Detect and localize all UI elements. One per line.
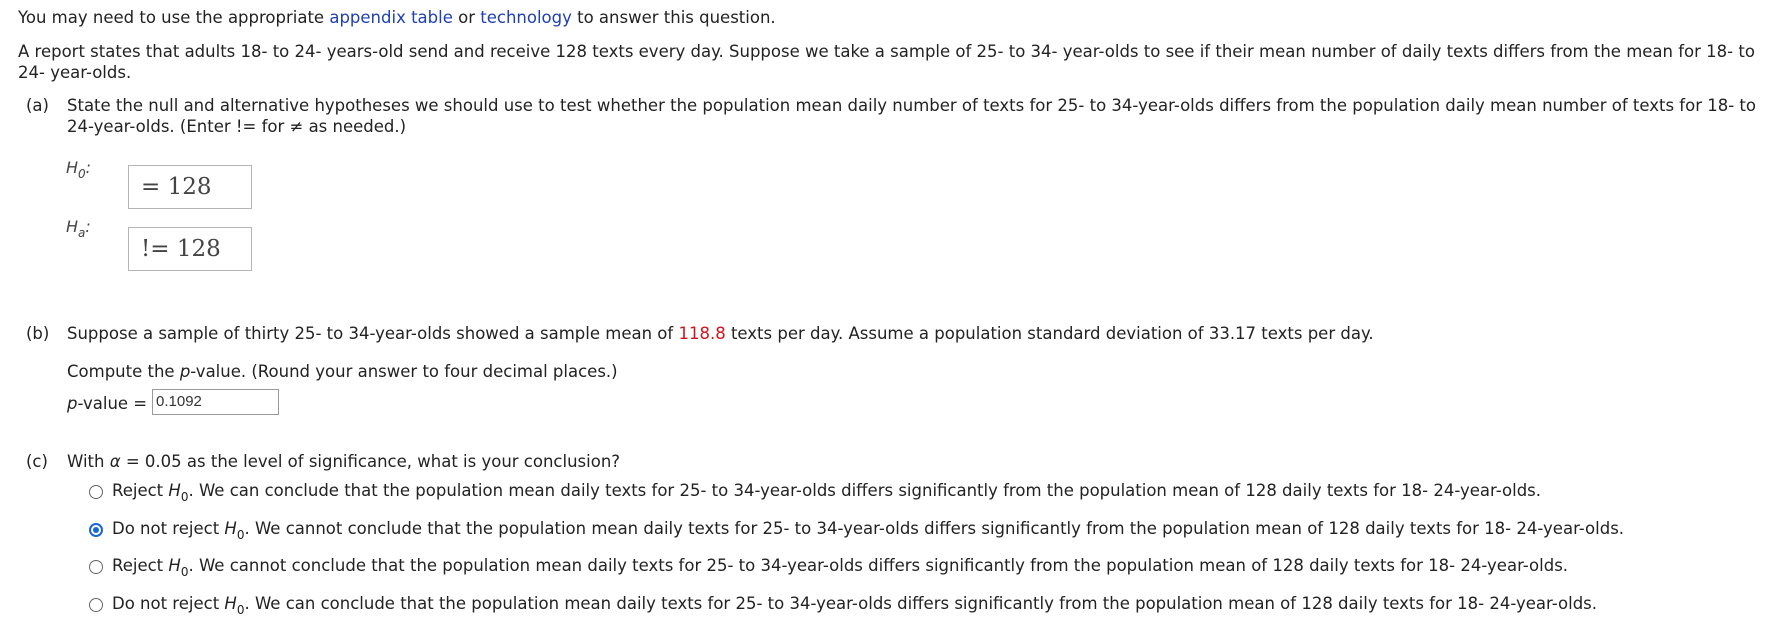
problem-line-1: A report states that adults 18- to 24- years-old send and receive 128 texts every day. Suppose we take a sample of 25- to 34- year-olds to see if their mean number of daily texts differs from the mean for 18- to (18, 42, 1755, 61)
option-4-text[interactable] (112, 594, 1598, 617)
option-1-text[interactable] (112, 481, 1542, 504)
option-2-pre: Do not reject (112, 519, 225, 538)
h0-letter: H (66, 158, 79, 177)
intro-line (18, 8, 776, 27)
h0-colon: : (85, 158, 92, 177)
radio-option-1[interactable] (89, 485, 103, 499)
part-c-q-prefix: With (67, 452, 110, 471)
problem-line-2: 24- year-olds. (18, 63, 132, 82)
compute-instruction (67, 362, 618, 381)
part-b-line (67, 324, 1374, 343)
part-a-line-2: 24-year-olds. (Enter != for ≠ as needed.) (67, 117, 407, 136)
option-3-text[interactable] (112, 556, 1569, 579)
pvalue-label-rest: -value = (77, 394, 148, 413)
part-b-suffix: texts per day. Assume a population standard deviation of 33.17 texts per day. (725, 324, 1374, 343)
option-3-sub: 0 (180, 565, 189, 579)
technology-link[interactable]: technology (480, 8, 572, 27)
part-c-label: (c) (26, 452, 48, 471)
option-3-h: H (168, 556, 181, 575)
compute-p: p (179, 362, 191, 381)
part-b-prefix: Suppose a sample of thirty 25- to 34-year-olds showed a sample mean of (67, 324, 679, 343)
ha-label (66, 217, 91, 240)
ha-letter: H (66, 217, 79, 236)
pvalue-label-p: p (67, 394, 78, 413)
part-a-label: (a) (26, 96, 49, 115)
compute-prefix: Compute the (67, 362, 180, 381)
compute-suffix: -value. (Round your answer to four decimal places.) (190, 362, 618, 381)
option-4-h: H (224, 594, 237, 613)
alpha-symbol: α (109, 452, 121, 471)
h0-label (66, 158, 92, 181)
intro-middle: or (452, 8, 481, 27)
intro-suffix: to answer this question. (571, 8, 776, 27)
intro-prefix: You may need to use the appropriate (18, 8, 330, 27)
option-3-pre: Reject (112, 556, 169, 575)
option-2-sub: 0 (236, 528, 245, 542)
option-2-h: H (224, 519, 237, 538)
ha-colon: : (85, 217, 91, 236)
option-4-pre: Do not reject (112, 594, 225, 613)
option-4-post: . We can conclude that the population mean daily texts for 25- to 34-year-olds differs significantly from the population mean of 128 daily texts for 18- 24-year-olds. (244, 594, 1598, 613)
option-4-sub: 0 (236, 603, 245, 617)
option-1-sub: 0 (180, 490, 189, 504)
radio-option-3[interactable] (89, 560, 103, 574)
part-c-question (67, 452, 620, 471)
option-2-text[interactable] (112, 519, 1625, 542)
h0-subscript: 0 (78, 167, 86, 181)
part-a-line-1: State the null and alternative hypotheses we should use to test whether the population mean daily number of texts for 25- to 34-year-olds differs from the population daily mean number of texts for 18- to (67, 96, 1756, 115)
part-c-q-suffix: = 0.05 as the level of significance, what is your conclusion? (120, 452, 621, 471)
part-b-label: (b) (26, 324, 50, 343)
ha-answer-box[interactable]: != 128 (128, 227, 252, 271)
sample-mean-value: 118.8 (678, 324, 726, 343)
option-3-post: . We cannot conclude that the population mean daily texts for 25- to 34-year-olds differs significantly from the population mean of 128 daily texts for 18- 24-year-olds. (188, 556, 1569, 575)
radio-option-4[interactable] (89, 598, 103, 612)
radio-option-2[interactable] (89, 523, 103, 537)
option-1-post: . We can conclude that the population mean daily texts for 25- to 34-year-olds differs significantly from the population mean of 128 daily texts for 18- 24-year-olds. (188, 481, 1542, 500)
pvalue-input[interactable]: 0.1092 (152, 389, 279, 415)
option-2-post: . We cannot conclude that the population mean daily texts for 25- to 34-year-olds differs significantly from the population mean of 128 daily texts for 18- 24-year-olds. (244, 519, 1625, 538)
pvalue-label (67, 394, 147, 413)
h0-answer-box[interactable]: = 128 (128, 165, 252, 209)
option-1-h: H (168, 481, 181, 500)
ha-subscript: a (78, 226, 86, 240)
option-1-pre: Reject (112, 481, 169, 500)
appendix-table-link[interactable]: appendix table (329, 8, 453, 27)
